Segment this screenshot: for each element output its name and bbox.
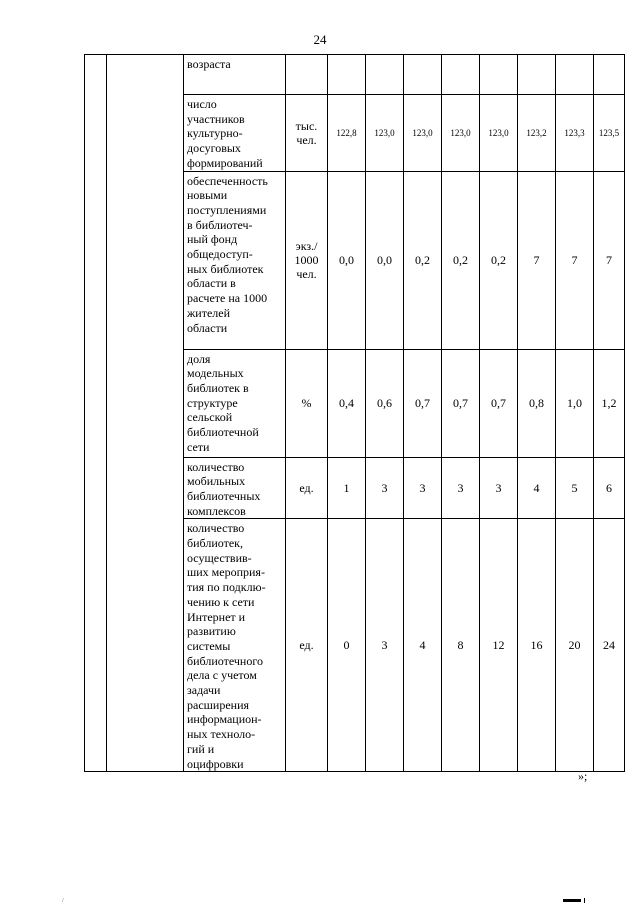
value-cell xyxy=(366,55,404,95)
value-cell: 0,7 xyxy=(480,349,518,457)
footer-tick-mark xyxy=(584,898,585,903)
closing-quote: »; xyxy=(578,769,588,783)
value-cell: 0,8 xyxy=(518,349,556,457)
indicator-name-cell: количество библиотек, осуществив- ших мероприя- тия по подклю- чению к сети Интернет и развитию системы библиотечного дела с учетом задачи расширения информацион- ных техноло- гий и оцифровки xyxy=(184,519,286,772)
value-cell: 6 xyxy=(594,457,625,519)
value-cell: 123,5 xyxy=(594,95,625,172)
value-cell: 8 xyxy=(442,519,480,772)
value-cell: 7 xyxy=(518,171,556,349)
value-cell: 1 xyxy=(328,457,366,519)
footer-barcode-mark xyxy=(563,899,581,902)
value-cell xyxy=(594,55,625,95)
unit-cell: ед. xyxy=(286,519,328,772)
value-cell: 0,0 xyxy=(328,171,366,349)
indicator-name-cell: доля модельных библиотек в структуре сельской библиотечной сети xyxy=(184,349,286,457)
value-cell: 1,2 xyxy=(594,349,625,457)
value-cell: 123,0 xyxy=(480,95,518,172)
value-cell: 0,2 xyxy=(480,171,518,349)
unit-cell: ед. xyxy=(286,457,328,519)
value-cell xyxy=(480,55,518,95)
indicator-name-cell: обеспеченность новыми поступлениями в библиотеч- ный фонд общедоступ- ных библиотек области в расчете на 1000 жителей области xyxy=(184,171,286,349)
value-cell: 123,0 xyxy=(366,95,404,172)
value-cell: 123,0 xyxy=(404,95,442,172)
value-cell: 0,2 xyxy=(404,171,442,349)
value-cell xyxy=(404,55,442,95)
unit-cell: тыс. чел. xyxy=(286,95,328,172)
value-cell: 24 xyxy=(594,519,625,772)
value-cell xyxy=(518,55,556,95)
value-cell: 3 xyxy=(366,457,404,519)
value-cell: 123,0 xyxy=(442,95,480,172)
indicator-name-cell: количество мобильных библиотечных комплексов xyxy=(184,457,286,519)
indicator-name-cell: число участников культурно- досуговых формирований xyxy=(184,95,286,172)
value-cell: 123,2 xyxy=(518,95,556,172)
page-number: 24 xyxy=(313,32,327,47)
value-cell xyxy=(328,55,366,95)
indicators-table xyxy=(84,54,625,772)
number-column-cell xyxy=(85,55,107,772)
value-cell: 7 xyxy=(556,171,594,349)
value-cell: 0,6 xyxy=(366,349,404,457)
value-cell: 3 xyxy=(442,457,480,519)
value-cell: 3 xyxy=(404,457,442,519)
value-cell xyxy=(556,55,594,95)
value-cell: 7 xyxy=(594,171,625,349)
unit-cell xyxy=(286,55,328,95)
value-cell: 5 xyxy=(556,457,594,519)
value-cell: 4 xyxy=(518,457,556,519)
unit-cell: экз./ 1000 чел. xyxy=(286,171,328,349)
value-cell: 0,2 xyxy=(442,171,480,349)
value-cell: 122,8 xyxy=(328,95,366,172)
indicator-name-cell: возраста xyxy=(184,55,286,95)
table-row xyxy=(85,55,625,95)
value-cell: 0,4 xyxy=(328,349,366,457)
value-cell: 3 xyxy=(480,457,518,519)
value-cell: 3 xyxy=(366,519,404,772)
value-cell xyxy=(442,55,480,95)
program-name-cell xyxy=(107,55,184,772)
value-cell: 123,3 xyxy=(556,95,594,172)
value-cell: 12 xyxy=(480,519,518,772)
footer-left-mark: / xyxy=(62,898,64,904)
value-cell: 20 xyxy=(556,519,594,772)
value-cell: 0 xyxy=(328,519,366,772)
value-cell: 0,7 xyxy=(442,349,480,457)
value-cell: 0,7 xyxy=(404,349,442,457)
value-cell: 4 xyxy=(404,519,442,772)
value-cell: 16 xyxy=(518,519,556,772)
unit-cell: % xyxy=(286,349,328,457)
value-cell: 0,0 xyxy=(366,171,404,349)
value-cell: 1,0 xyxy=(556,349,594,457)
